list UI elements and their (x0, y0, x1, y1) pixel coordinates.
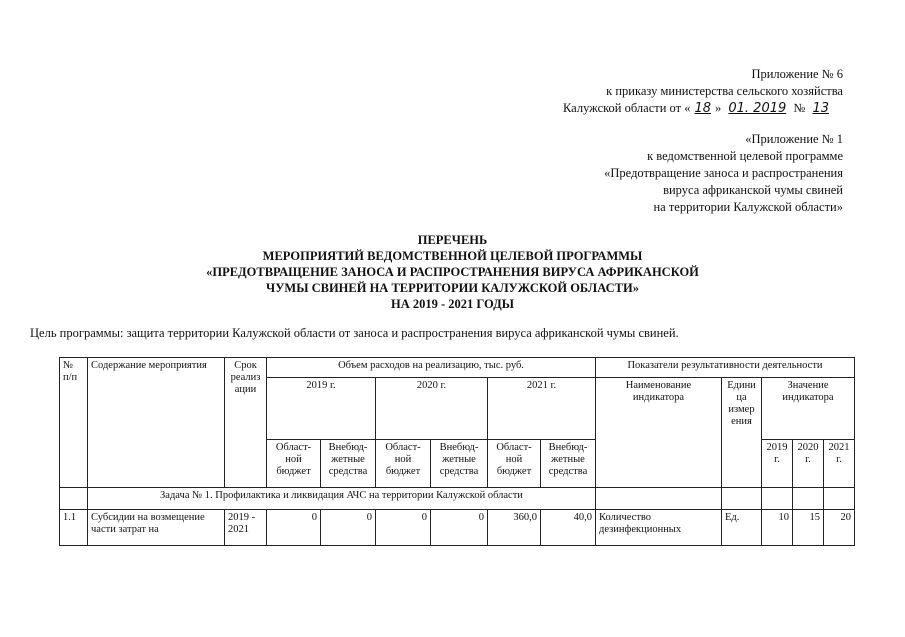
row1-value-2019: 10 (762, 510, 793, 546)
sub-extra-2020: Внебюд- жетные средства (431, 440, 488, 488)
order-day-handwritten: 18 (694, 101, 711, 116)
task-row-empty-v2020 (793, 488, 824, 510)
row1-content: Субсидии на возмещение части затрат на (88, 510, 225, 546)
header-indicator-value: Значение индикатора (762, 378, 855, 440)
order-number-handwritten: 13 (812, 101, 829, 116)
row1-unit: Ед. (722, 510, 762, 546)
header-content: Содержание мероприятия (88, 358, 225, 488)
sub-regional-2019: Област- ной бюджет (267, 440, 321, 488)
title-line2: МЕРОПРИЯТИЙ ВЕДОМСТВЕННОЙ ЦЕЛЕВОЙ ПРОГРАММЫ (262, 249, 643, 263)
header-unit: Едини ца измер ения (722, 378, 762, 488)
title-line5: НА 2019 - 2021 ГОДЫ (390, 297, 515, 311)
order-date-prefix: Калужской области от « (563, 101, 691, 115)
row1-budget-2021: 360,0 (488, 510, 541, 546)
header-indicator-name: Наименование индикатора (596, 378, 722, 488)
measures-table (59, 357, 855, 546)
order-number-label: № (793, 101, 806, 115)
task1-title: Задача № 1. Профилактика и ликвидация АЧС на территории Калужской области (88, 488, 596, 510)
value-year-2021: 2021 г. (824, 440, 855, 488)
row1-extra-2019: 0 (321, 510, 376, 546)
title-line1: ПЕРЕЧЕНЬ (417, 233, 488, 247)
order-date-mid: » (715, 101, 722, 115)
row1-extra-2021: 40,0 (541, 510, 596, 546)
appendix-program-line4: вируса африканской чумы свиней (663, 183, 843, 197)
appendix-program-line1: «Приложение № 1 (745, 132, 843, 146)
appendix-order-block (563, 66, 843, 117)
appendix-program-block (604, 131, 843, 216)
row1-term: 2019 - 2021 (225, 510, 267, 546)
appendix-order-line2: к приказу министерства сельского хозяйства (606, 84, 843, 98)
appendix-order-line1: Приложение № 6 (751, 67, 843, 81)
sub-extra-2021: Внебюд- жетные средства (541, 440, 596, 488)
sub-regional-2020: Област- ной бюджет (376, 440, 431, 488)
value-year-2020: 2020 г. (793, 440, 824, 488)
appendix-program-line2: к ведомственной целевой программе (647, 149, 843, 163)
header-expenses: Объем расходов на реализацию, тыс. руб. (267, 358, 596, 378)
task-row-empty-unit (722, 488, 762, 510)
row1-num: 1.1 (60, 510, 88, 546)
row1-budget-2019: 0 (267, 510, 321, 546)
row1-value-2021: 20 (824, 510, 855, 546)
order-date-handwritten: 01. 2019 (728, 101, 787, 116)
sub-extra-2019: Внебюд- жетные средства (321, 440, 376, 488)
row1-value-2020: 15 (793, 510, 824, 546)
task-row-num-cell (60, 488, 88, 510)
header-term: Срок реализ ации (225, 358, 267, 488)
title-line4: ЧУМЫ СВИНЕЙ НА ТЕРРИТОРИИ КАЛУЖСКОЙ ОБЛАСТИ» (266, 281, 639, 295)
row1-indicator: Количество дезинфекционных (596, 510, 722, 546)
appendix-order-line3 (563, 100, 843, 117)
header-num: № п/п (60, 358, 88, 488)
task-row (60, 488, 855, 510)
task-row-empty-v2019 (762, 488, 793, 510)
table-row (60, 510, 855, 546)
row1-budget-2020: 0 (376, 510, 431, 546)
header-year-2021: 2021 г. (488, 378, 596, 440)
header-year-2020: 2020 г. (376, 378, 488, 440)
row1-extra-2020: 0 (431, 510, 488, 546)
appendix-program-line3: «Предотвращение заноса и распространения (604, 166, 843, 180)
header-indicators: Показатели результативности деятельности (596, 358, 855, 378)
program-goal: Цель программы: защита территории Калужской области от заноса и распространения вируса африканской чумы свиней. (30, 326, 679, 340)
title-line3: «ПРЕДОТВРАЩЕНИЕ ЗАНОСА И РАСПРОСТРАНЕНИЯ ВИРУСА АФРИКАНСКОЙ (206, 265, 699, 279)
task-row-empty-v2021 (824, 488, 855, 510)
document-title (0, 232, 905, 312)
sub-regional-2021: Област- ной бюджет (488, 440, 541, 488)
header-year-2019: 2019 г. (267, 378, 376, 440)
appendix-program-line5: на территории Калужской области» (653, 200, 843, 214)
task-row-empty-indicator (596, 488, 722, 510)
value-year-2019: 2019 г. (762, 440, 793, 488)
